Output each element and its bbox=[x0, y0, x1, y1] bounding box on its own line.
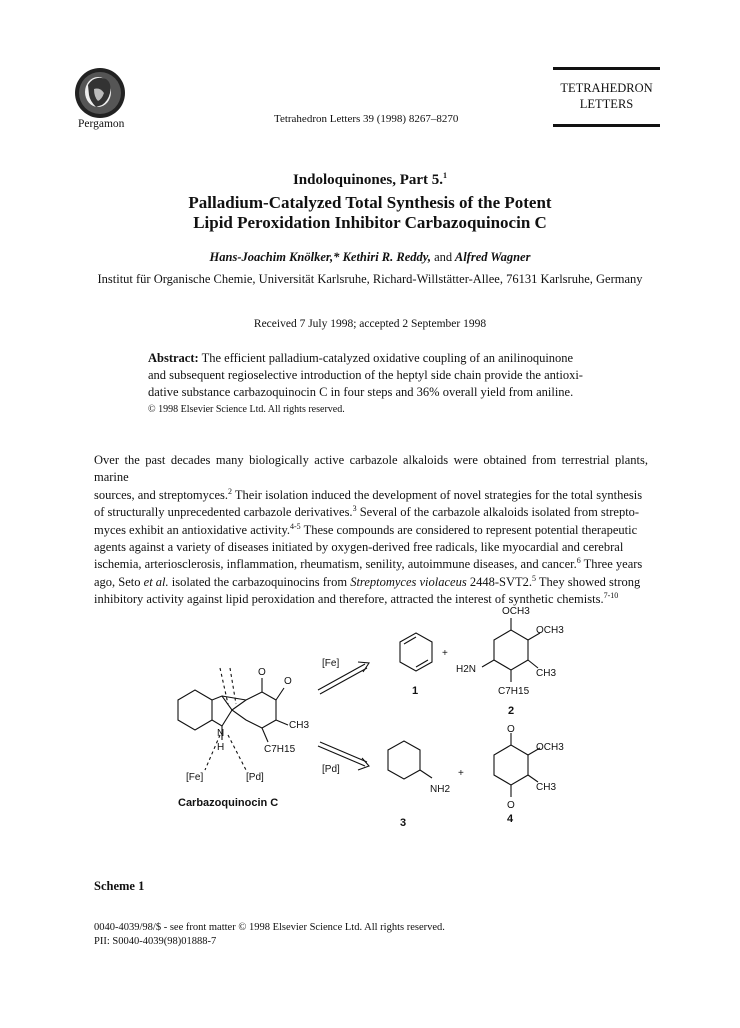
paper-title bbox=[0, 193, 740, 233]
scheme-ch3-label: CH3 bbox=[289, 720, 310, 731]
och3-label: OCH3 bbox=[502, 606, 530, 617]
author-3: Alfred Wagner bbox=[454, 250, 531, 264]
scheme-label: Scheme 1 bbox=[94, 879, 145, 893]
body-text: These compounds are considered to represent potential therapeutic bbox=[300, 522, 638, 537]
ref: 4-5 bbox=[290, 521, 301, 531]
body-line bbox=[94, 487, 648, 504]
abstract-line2: and subsequent regioselective introduction of the heptyl side chain provide the antioxi- bbox=[148, 368, 583, 382]
scheme-c7h15-label: C7H15 bbox=[264, 744, 296, 755]
body-text: Their isolation induced the development of novel strategies for the total synthesis bbox=[232, 487, 643, 502]
body-line: Over the past decades many biologically active carbazole alkaloids were obtained from terrestrial plants, marine bbox=[94, 453, 648, 485]
body-paragraph bbox=[94, 452, 648, 609]
h2n-label: H2N bbox=[456, 664, 477, 675]
abstract-copyright: © 1998 Elsevier Science Ltd. All rights reserved. bbox=[148, 404, 345, 415]
nh2-label: NH2 bbox=[430, 784, 451, 795]
journal-name bbox=[553, 80, 660, 112]
journal-name-line2: LETTERS bbox=[579, 97, 634, 111]
plus-sign: + bbox=[442, 648, 448, 659]
ref: 2 bbox=[228, 486, 232, 496]
abstract-label: Abstract: bbox=[148, 351, 199, 365]
body-text: sources, and streptomyces. bbox=[94, 487, 228, 502]
scheme-h-label: H bbox=[217, 742, 225, 753]
abstract-text-1: The efficient palladium-catalyzed oxidative coupling of an anilinoquinone bbox=[201, 351, 574, 365]
scheme-o-label: O bbox=[258, 667, 266, 678]
quinone-o-label: O bbox=[507, 800, 515, 811]
received-dates: Received 7 July 1998; accepted 2 September 1998 bbox=[253, 318, 487, 330]
header-rule-top bbox=[553, 67, 660, 70]
author-1: Hans-Joachim Knölker,* bbox=[209, 250, 340, 264]
body-line bbox=[94, 504, 648, 521]
title-line1: Palladium-Catalyzed Total Synthesis of the Potent bbox=[188, 193, 552, 212]
body-line bbox=[94, 574, 648, 591]
body-text: Three years bbox=[580, 557, 643, 572]
scheme-n-label: N bbox=[217, 728, 225, 739]
body-text: 2448-SVT2. bbox=[466, 574, 532, 589]
compound-number-2: 2 bbox=[508, 705, 515, 717]
carbazole-benzene-ring bbox=[178, 690, 212, 730]
arrow-pd-label: [Pd] bbox=[322, 764, 340, 775]
body-text: Several of the carbazole alkaloids isolated from strepto- bbox=[356, 505, 640, 520]
ch3-label: CH3 bbox=[536, 668, 557, 679]
body-italic: et al. bbox=[143, 574, 169, 589]
abstract bbox=[148, 350, 593, 418]
scheme-o-label: O bbox=[284, 676, 292, 687]
publisher-name: Pergamon bbox=[78, 118, 125, 130]
och3-label: OCH3 bbox=[536, 625, 564, 636]
journal-name-line1: TETRAHEDRON bbox=[560, 81, 653, 95]
header-rule-bottom bbox=[553, 124, 660, 127]
body-text: ischemia, arteriosclerosis, inflammation, rheumatism, senility, autoimmune diseases, and cancer. bbox=[94, 557, 577, 572]
compound-4-ring bbox=[494, 745, 528, 785]
compound-name: Carbazoquinocin C bbox=[178, 797, 279, 809]
footer-pii: PII: S0040-4039(98)01888-7 bbox=[94, 936, 217, 947]
pergamon-logo bbox=[74, 67, 126, 119]
compound-number-3: 3 bbox=[400, 817, 407, 829]
ref: 3 bbox=[352, 504, 357, 514]
body-text: of structurally unprecedented carbazole derivatives. bbox=[94, 505, 353, 520]
body-line bbox=[94, 522, 648, 539]
scheme-pd-label: [Pd] bbox=[246, 772, 264, 783]
series-title bbox=[0, 172, 740, 189]
compound-3-ring bbox=[388, 741, 420, 779]
compound-number-4: 4 bbox=[507, 813, 514, 825]
footer-copyright: 0040-4039/98/$ - see front matter © 1998 Elsevier Science Ltd. All rights reserved. bbox=[94, 922, 445, 933]
authors bbox=[0, 250, 740, 265]
compound-2-ring bbox=[494, 630, 528, 670]
body-text: isolated the carbazoquinocins from bbox=[168, 574, 351, 589]
carbazole-quinone-ring bbox=[232, 692, 276, 728]
carbazole-pyrrole-ring bbox=[212, 696, 232, 726]
author-2: Kethiri R. Reddy, bbox=[342, 250, 431, 264]
title-line2: Lipid Peroxidation Inhibitor Carbazoquinocin C bbox=[193, 213, 547, 232]
scheme-1-graphic bbox=[150, 600, 590, 850]
ref: 6 bbox=[576, 556, 581, 566]
species-name: Streptomyces violaceus bbox=[350, 574, 467, 589]
ch3-label: CH3 bbox=[536, 782, 557, 793]
series-ref: 1 bbox=[443, 171, 448, 180]
ref: 7-10 bbox=[603, 591, 619, 601]
series-text: Indoloquinones, Part 5. bbox=[292, 172, 444, 188]
compound-1-ring bbox=[400, 633, 432, 671]
ref: 5 bbox=[532, 573, 536, 583]
plus-sign: + bbox=[458, 768, 464, 779]
scheme-fe-label: [Fe] bbox=[186, 772, 204, 783]
affiliation: Institut für Organische Chemie, Universität Karlsruhe, Richard-Willstätter-Allee, 76131 Karlsruhe, Germany bbox=[97, 272, 643, 286]
c7h15-label: C7H15 bbox=[498, 686, 530, 697]
footer bbox=[94, 921, 445, 949]
arrow-fe-label: [Fe] bbox=[322, 658, 340, 669]
compound-number-1: 1 bbox=[412, 685, 419, 697]
author-and: and bbox=[434, 250, 453, 264]
body-text: myces exhibit an antioxidative activity. bbox=[94, 522, 291, 537]
abstract-line1 bbox=[148, 350, 593, 367]
body-line: agents against a variety of diseases initiated by oxygen-derived free radicals, like myocardial and cerebral bbox=[94, 540, 624, 555]
quinone-o-label: O bbox=[507, 724, 515, 735]
abstract-line3: dative substance carbazoquinocin C in four steps and 36% overall yield from aniline. bbox=[148, 385, 574, 399]
body-line bbox=[94, 556, 648, 573]
body-text: inhibitory activity against lipid peroxidation and therefore, attracted the interest of synthetic chemists. bbox=[94, 592, 604, 607]
och3-label: OCH3 bbox=[536, 742, 564, 753]
body-text: They showed strong bbox=[536, 574, 641, 589]
body-text: ago, Seto bbox=[94, 574, 144, 589]
journal-reference: Tetrahedron Letters 39 (1998) 8267–8270 bbox=[274, 113, 459, 125]
